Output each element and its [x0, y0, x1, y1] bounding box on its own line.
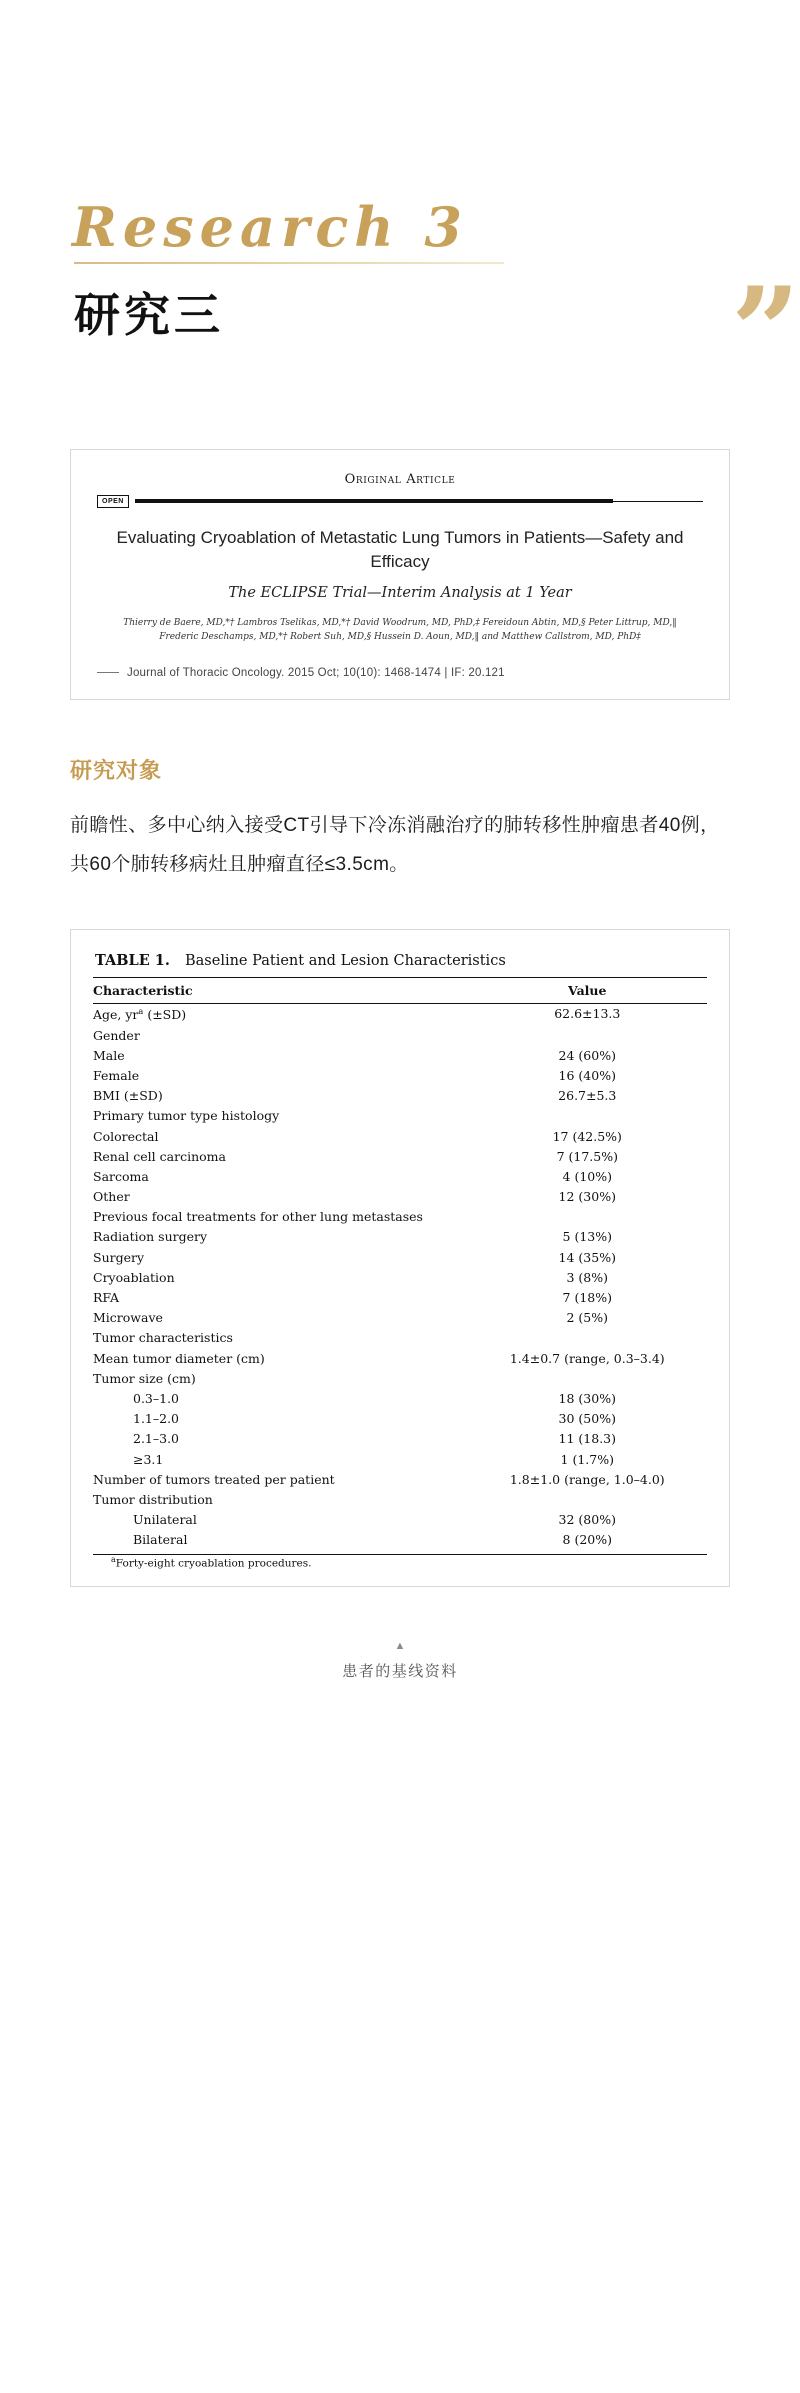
row-value: 1 (1.7%)	[560, 1451, 614, 1467]
table-row	[93, 1227, 707, 1247]
title-divider	[74, 262, 504, 264]
row-value: 5 (13%)	[562, 1229, 612, 1245]
table-row	[93, 1146, 707, 1166]
row-value	[468, 1207, 707, 1227]
table-row	[93, 1348, 707, 1368]
table-footnote: $^a$Forty-eight cryoablation procedures.	[111, 1555, 312, 1570]
row-value	[468, 1025, 707, 1045]
article-rule-row	[97, 495, 703, 508]
row-value	[468, 1106, 707, 1126]
row-label: 1.1–2.0	[133, 1411, 180, 1427]
row-label: Tumor distribution	[93, 1491, 213, 1507]
table-row	[93, 1106, 707, 1126]
col-header-value: Value	[468, 977, 707, 1003]
row-value: 4 (10%)	[562, 1168, 612, 1184]
row-label: Number of tumors treated per patient	[93, 1471, 335, 1487]
table-row	[93, 1530, 707, 1555]
table-row	[93, 1489, 707, 1509]
table-row	[93, 1086, 707, 1106]
row-value: 7 (18%)	[562, 1290, 612, 1305]
row-label: RFA	[93, 1290, 120, 1305]
article-authors: Thierry de Baere, MD,*† Lambros Tselikas, MD,*† David Woodrum, MD, PhD,‡ Fereidoun Abtin, MD,§ Peter Littrup, MD,‖ Frederic Deschamps, MD,*† Robert Suh, MD,§ Hussein D. Aoun, MD,‖ and Matthew Callstrom, MD, PhD‡	[123, 617, 677, 642]
header-block	[70, 0, 730, 341]
table-row	[93, 1267, 707, 1287]
row-label: Primary tumor type histology	[93, 1108, 280, 1124]
open-access-badge: OPEN	[97, 495, 129, 508]
row-label: BMI (±SD)	[93, 1088, 163, 1104]
table-row	[93, 1388, 707, 1408]
row-value: 2 (5%)	[566, 1310, 609, 1326]
table-header-row	[93, 977, 707, 1003]
row-value: 24 (60%)	[558, 1047, 616, 1063]
row-label: 2.1–3.0	[133, 1431, 180, 1447]
row-value: 30 (50%)	[558, 1411, 616, 1427]
row-value: 62.6±13.3	[554, 1006, 621, 1022]
table-card	[70, 929, 730, 1587]
row-value: 3 (8%)	[566, 1269, 609, 1285]
table-title: Baseline Patient and Lesion Characteristics	[185, 952, 506, 969]
row-label: Surgery	[93, 1249, 145, 1265]
row-label: Female	[93, 1067, 140, 1083]
row-label: Renal cell carcinoma	[93, 1148, 226, 1164]
row-value	[468, 1489, 707, 1509]
journal-dash	[97, 672, 119, 673]
table-row	[93, 1368, 707, 1388]
row-value: 17 (42.5%)	[552, 1128, 622, 1144]
row-value: 26.7±5.3	[558, 1088, 617, 1104]
article-subtitle: The ECLIPSE Trial—Interim Analysis at 1 Year	[228, 584, 572, 601]
row-value: 7 (17.5%)	[556, 1148, 618, 1164]
rule-thin	[613, 501, 703, 502]
row-value: 12 (30%)	[558, 1189, 616, 1205]
table-row	[93, 1247, 707, 1267]
article-title: Evaluating Cryoablation of Metastatic Lung Tumors in Patients—Safety and Efficacy	[116, 527, 684, 572]
row-label: Previous focal treatments for other lung metastases	[93, 1209, 423, 1225]
row-label: Colorectal	[93, 1128, 159, 1144]
table-row	[93, 1003, 707, 1025]
row-label: Bilateral	[133, 1532, 188, 1548]
page-title-script: Research 3	[72, 195, 468, 259]
table-row	[93, 1328, 707, 1348]
table-row	[93, 1449, 707, 1469]
row-label: Sarcoma	[93, 1168, 149, 1184]
row-label: Age, $yr^a$ (±SD)	[93, 1006, 187, 1023]
row-label: Cryoablation	[93, 1269, 175, 1285]
row-value: 14 (35%)	[558, 1249, 616, 1265]
article-journal-line	[97, 667, 703, 679]
table-row	[93, 1287, 707, 1307]
row-label: Microwave	[93, 1310, 163, 1326]
table-row	[93, 1429, 707, 1449]
table-row	[93, 1308, 707, 1328]
row-label: Gender	[93, 1027, 140, 1043]
table-row	[93, 1469, 707, 1489]
quote-mark-icon: ”	[730, 261, 794, 402]
row-value: 8 (20%)	[562, 1532, 612, 1548]
col-header-characteristic: Characteristic	[93, 977, 468, 1003]
table-row	[93, 1409, 707, 1429]
table-row	[93, 1186, 707, 1206]
row-value: 1.8±1.0 (range, 1.0–4.0)	[509, 1471, 665, 1487]
table-row	[93, 1509, 707, 1529]
table-caption	[93, 950, 707, 977]
row-label: 0.3–1.0	[133, 1390, 180, 1406]
row-value	[468, 1328, 707, 1348]
rule-thick	[135, 499, 613, 503]
row-value: 16 (40%)	[558, 1067, 616, 1083]
table-row	[93, 1126, 707, 1146]
row-label: Mean tumor diameter (cm)	[93, 1350, 265, 1366]
table-row	[93, 1207, 707, 1227]
article-card	[70, 449, 730, 700]
table-row	[93, 1166, 707, 1186]
row-value	[468, 1368, 707, 1388]
row-label: Radiation surgery	[93, 1229, 208, 1245]
section-heading: 研究对象	[70, 757, 163, 784]
row-label: Tumor size (cm)	[93, 1370, 196, 1386]
section-body: 前瞻性、多中心纳入接受CT引导下冷冻消融治疗的肺转移性肿瘤患者40例，共60个肺转移病灶且肿瘤直径≤3.5cm。	[70, 814, 720, 875]
article-kicker: Original Article	[344, 471, 456, 487]
row-label: Unilateral	[133, 1512, 197, 1528]
row-label: Male	[93, 1047, 125, 1063]
table-row	[93, 1065, 707, 1085]
row-label: ≥3.1	[133, 1451, 164, 1467]
caption-text: 患者的基线资料	[342, 1662, 458, 1680]
baseline-characteristics-table	[93, 977, 707, 1556]
table-row	[93, 1045, 707, 1065]
row-value: 1.4±0.7 (range, 0.3–3.4)	[509, 1350, 665, 1366]
figure-caption	[0, 1641, 800, 1681]
caption-arrow-icon: ▲	[394, 1639, 406, 1652]
row-label: Tumor characteristics	[93, 1330, 233, 1346]
row-label: Other	[93, 1189, 130, 1205]
journal-citation: Journal of Thoracic Oncology. 2015 Oct; 10(10): 1468-1474 | IF: 20.121	[127, 666, 505, 679]
row-value: 32 (80%)	[558, 1512, 616, 1528]
table-label: TABLE 1.	[95, 951, 170, 969]
row-value: 18 (30%)	[558, 1390, 616, 1406]
row-value: 11 (18.3)	[558, 1431, 616, 1447]
table-row	[93, 1025, 707, 1045]
page-title-cn: 研究三	[74, 288, 224, 342]
